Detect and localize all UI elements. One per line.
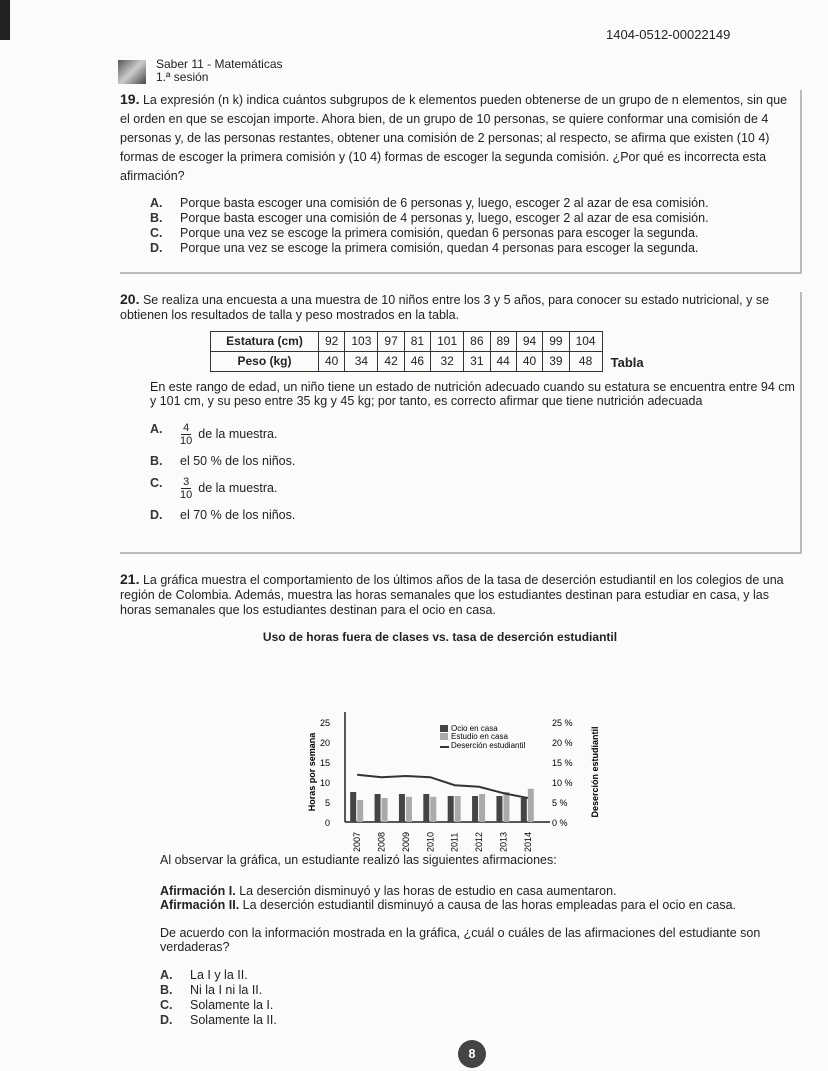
height-cell: 94 (516, 332, 542, 352)
y-tick-label: 5 (324, 798, 330, 808)
leisure-bar (350, 792, 356, 822)
answer-option[interactable] (150, 226, 800, 241)
study-bar (406, 797, 412, 822)
weight-cell: 48 (569, 352, 602, 372)
leisure-bar (448, 796, 454, 822)
numerator: 4 (183, 422, 190, 434)
session: 1.ª sesión (156, 70, 209, 84)
y-tick-label: 25 (319, 718, 330, 728)
option-label: Porque basta escoger una comisión de 6 personas y, luego, escoger 2 al azar de esa comisión. (180, 196, 709, 210)
y-tick-label: 20 (319, 738, 330, 748)
option-letter: B. (150, 454, 163, 468)
x-tick-label: 2013 (498, 831, 509, 852)
leisure-bar (472, 796, 478, 822)
leisure-bar (423, 794, 429, 822)
question-20 (120, 292, 802, 554)
study-bar (503, 792, 509, 822)
question-number: 21. (120, 571, 140, 587)
answer-option[interactable] (150, 241, 800, 256)
x-tick-label: 2010 (425, 831, 436, 852)
option-text (180, 241, 698, 256)
question-text: De acuerdo con la información mostrada en la gráfica, ¿cuál o cuáles de las afirmaciones del estudiante son verdaderas? (160, 926, 761, 954)
question-text: La gráfica muestra el comportamiento de los últimos años de la tasa de deserción estudiantil en los colegios de una región de Colombia. Además, muestra las horas semanales que los estudiantes destinan para estudiar en casa, y las horas semanales que los estudiantes destinan para el ocio en casa. (120, 573, 784, 617)
fraction (180, 422, 192, 447)
leisure-bar (521, 798, 527, 822)
option-letter: A. (150, 422, 163, 436)
question-19 (120, 90, 802, 274)
option-letter: C. (150, 476, 163, 490)
x-tick-label: 2011 (449, 832, 460, 852)
y2-tick-label: 10 % (552, 778, 573, 788)
legend-swatch (440, 725, 448, 732)
option-letter: A. (150, 196, 163, 210)
y-axis-label: Horas por semana (307, 732, 317, 812)
answer-option[interactable] (150, 476, 800, 501)
study-bar (528, 789, 534, 822)
option-label: el 50 % de los niños. (180, 454, 296, 468)
leisure-bar (375, 794, 381, 822)
question-text: Al observar la gráfica, un estudiante realizó las siguientes afirmaciones: (160, 853, 557, 867)
x-tick-label: 2012 (474, 831, 485, 852)
study-bar (382, 798, 388, 822)
option-text (180, 508, 295, 523)
denominator: 10 (180, 435, 193, 447)
legend-label: Deserción estudiantil (451, 741, 526, 750)
option-text (180, 476, 277, 501)
claim-text: La deserción estudiantil disminuyó a causa de las horas empleadas para el ocio en casa. (242, 898, 737, 912)
option-text (180, 454, 295, 469)
legend-swatch (440, 733, 448, 740)
option-text (180, 196, 709, 211)
study-bar (455, 796, 461, 822)
y-tick-label: 15 (319, 758, 330, 768)
option-label: Porque una vez se escoge la primera comisión, quedan 6 personas para escoger la segunda. (180, 226, 699, 240)
height-cell: 89 (490, 332, 516, 352)
x-tick-label: 2007 (352, 831, 363, 852)
option-label: Ni la I ni la II. (190, 983, 263, 997)
question-text: La expresión (n k) indica cuántos subgrupos de k elementos pueden obtenerse de un grupo de n elementos, sin que el orden en que se escojan importe. Ahora bien, de un grupo de 10 personas, se quiere conformar una comisión de 4 personas y, de las personas restantes, obtener una comisión de 2 personas; al respecto, se afirma que existen (10 4) formas de escoger la primera comisión y (10 4) formas de escoger la segunda comisión. ¿Por qué es incorrecta esta afirmación? (120, 93, 788, 183)
option-text (180, 211, 709, 226)
weight-cell: 40 (319, 352, 345, 372)
x-tick-label: 2014 (522, 831, 533, 852)
y-tick-label: 10 (319, 778, 330, 788)
height-cell: 101 (431, 332, 464, 352)
fraction (180, 476, 192, 501)
answer-option[interactable] (150, 508, 800, 523)
weight-cell: 44 (490, 352, 516, 372)
answer-option[interactable] (160, 983, 800, 998)
logo-icon (118, 60, 146, 84)
y2-axis-label: Deserción estudiantil (590, 726, 600, 818)
y2-tick-label: 20 % (552, 738, 573, 748)
option-letter: B. (160, 983, 173, 997)
option-text (180, 226, 698, 241)
legend-label: Estudio en casa (451, 732, 508, 741)
weight-cell: 39 (543, 352, 569, 372)
row-header: Peso (kg) (211, 352, 319, 372)
option-letter: B. (150, 211, 163, 225)
claim-text: La deserción disminuyó y las horas de estudio en casa aumentaron. (239, 884, 617, 898)
y2-tick-label: 25 % (552, 718, 573, 728)
option-label: Porque una vez se escoge la primera comisión, quedan 4 personas para escoger la segunda. (180, 241, 699, 255)
weight-cell: 32 (431, 352, 464, 372)
answer-option[interactable] (150, 196, 800, 211)
answer-option[interactable] (150, 211, 800, 226)
option-text (190, 983, 262, 998)
option-letter: A. (160, 968, 173, 982)
legend-label: Ocio en casa (451, 724, 498, 733)
denominator: 10 (180, 489, 193, 501)
option-text (190, 1013, 277, 1028)
weight-cell: 31 (464, 352, 490, 372)
header (156, 58, 283, 84)
study-bar (479, 794, 485, 822)
x-tick-label: 2008 (376, 831, 387, 852)
subject: Saber 11 - Matemáticas (156, 57, 283, 71)
y2-tick-label: 0 % (552, 818, 568, 828)
option-text (190, 968, 248, 983)
numerator: 3 (183, 476, 190, 488)
answer-option[interactable] (160, 968, 800, 983)
answer-option[interactable] (160, 998, 800, 1013)
study-bar (357, 800, 363, 822)
height-cell: 97 (378, 332, 404, 352)
weight-cell: 34 (345, 352, 378, 372)
height-cell: 92 (319, 332, 345, 352)
option-label: Solamente la I. (190, 998, 274, 1012)
answer-option[interactable] (160, 1013, 800, 1028)
y-tick-label: 0 (324, 818, 330, 828)
leisure-bar (399, 794, 405, 822)
height-cell: 99 (543, 332, 569, 352)
leisure-bar (496, 796, 502, 822)
scan-edge (0, 0, 10, 40)
table-label: Tabla (610, 355, 644, 370)
answer-option[interactable] (150, 454, 800, 469)
row-header: Estatura (cm) (211, 332, 319, 352)
option-label: de la muestra. (198, 480, 278, 495)
height-cell: 104 (569, 332, 602, 352)
question-text: En este rango de edad, un niño tiene un estado de nutrición adecuado cuando su estatura se encuentra entre 94 cm y 101 cm, y su peso entre 35 kg y 45 kg; por tanto, es correcto afirmar que tiene nutrición adecuada (150, 380, 795, 408)
question-21 (120, 572, 800, 1028)
option-letter: C. (150, 226, 163, 240)
height-cell: 103 (345, 332, 378, 352)
option-label: Solamente la II. (190, 1013, 277, 1027)
option-letter: C. (160, 998, 173, 1012)
question-text: Se realiza una encuesta a una muestra de 10 niños entre los 3 y 5 años, para conocer su estado nutricional, y se obtienen los resultados de talla y peso mostrados en la tabla. (120, 293, 770, 322)
question-number: 20. (120, 291, 140, 307)
claim-label: Afirmación I. (160, 884, 236, 898)
height-cell: 81 (404, 332, 430, 352)
answer-option[interactable] (150, 422, 800, 447)
option-letter: D. (160, 1013, 173, 1027)
option-label: Porque basta escoger una comisión de 4 personas y, luego, escoger 2 al azar de esa comisión. (180, 211, 709, 225)
option-text (180, 422, 277, 447)
x-tick-label: 2009 (400, 831, 411, 852)
height-cell: 86 (464, 332, 490, 352)
question-number: 19. (120, 91, 140, 107)
claim-label: Afirmación II. (160, 898, 240, 912)
page-number: 8 (458, 1040, 486, 1068)
weight-cell: 42 (378, 352, 404, 372)
option-label: de la muestra. (198, 426, 278, 441)
y2-tick-label: 15 % (552, 758, 573, 768)
data-table (210, 331, 603, 372)
study-bar (430, 797, 436, 822)
y2-tick-label: 5 % (552, 798, 568, 808)
chart (120, 647, 800, 852)
chart-title: Uso de horas fuera de clases vs. tasa de deserción estudiantil (262, 630, 618, 644)
option-label: La I y la II. (190, 968, 248, 982)
dropout-line (357, 775, 528, 798)
option-letter: D. (150, 508, 163, 522)
option-letter: D. (150, 241, 163, 255)
weight-cell: 46 (404, 352, 430, 372)
option-text (190, 998, 273, 1013)
document-code: 1404-0512-00022149 (606, 27, 731, 42)
option-label: el 70 % de los niños. (180, 508, 296, 522)
weight-cell: 40 (516, 352, 542, 372)
